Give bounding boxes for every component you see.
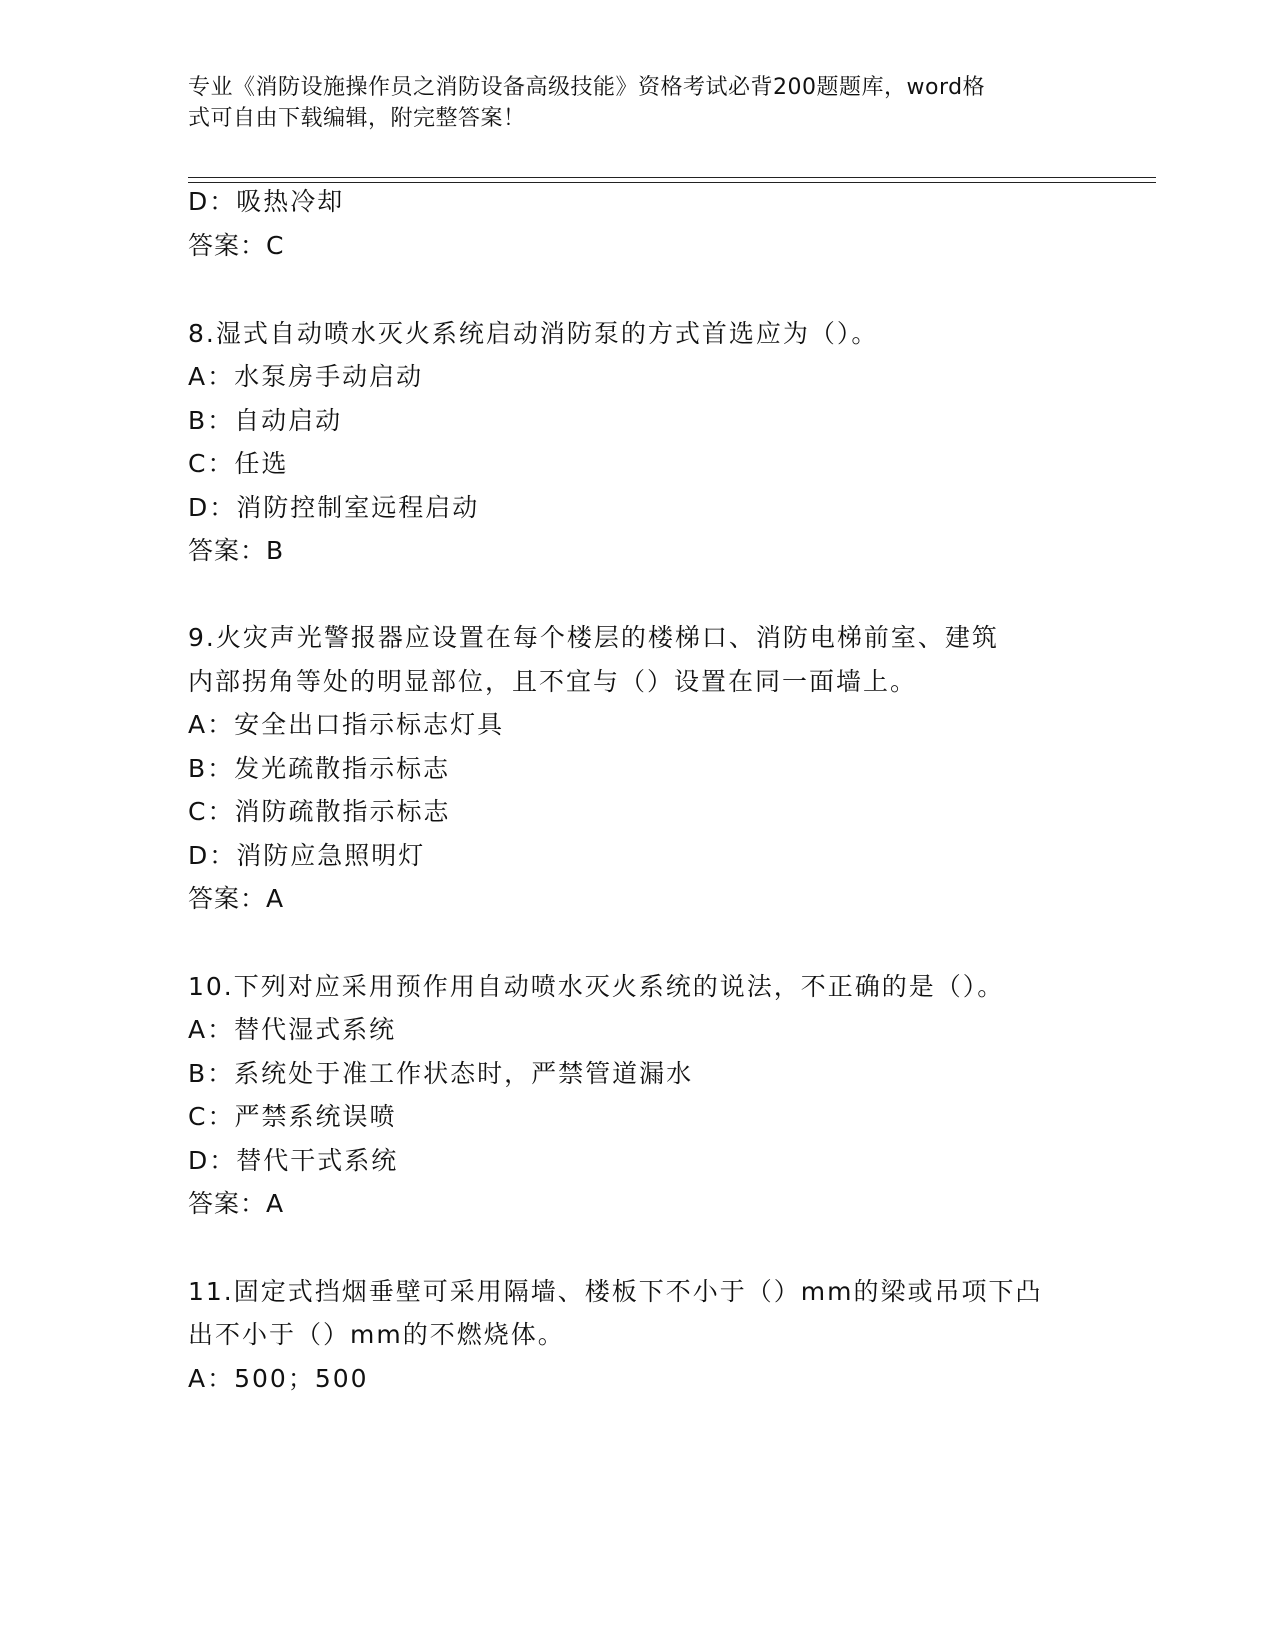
question-9-stem-line-1: 9.火灾声光警报器应设置在每个楼层的楼梯口、消防电梯前室、建筑 bbox=[188, 623, 999, 652]
question-8-answer: 答案：B bbox=[188, 536, 285, 565]
question-11-stem-line-1: 11.固定式挡烟垂壁可采用隔墙、楼板下不小于（）mm的梁或吊项下凸 bbox=[188, 1277, 1043, 1306]
question-10-answer: 答案：A bbox=[188, 1189, 285, 1218]
question-10-option-b: B：系统处于准工作状态时，严禁管道漏水 bbox=[188, 1059, 694, 1088]
question-8-option-d: D：消防控制室远程启动 bbox=[188, 493, 480, 522]
question-8-option-b: B：自动启动 bbox=[188, 406, 343, 435]
question-9-answer: 答案：A bbox=[188, 884, 285, 913]
header-line-1: 专业《消防设施操作员之消防设备高级技能》资格考试必背200题题库，word格 bbox=[188, 75, 986, 100]
question-9-option-c: C：消防疏散指示标志 bbox=[188, 797, 451, 826]
document-header bbox=[188, 72, 1068, 134]
header-line-2: 式可自由下载编辑，附完整答案！ bbox=[188, 106, 526, 131]
question-8-option-c: C：任选 bbox=[188, 449, 289, 478]
question-8-stem: 8.湿式自动喷水灭火系统启动消防泵的方式首选应为（）。 bbox=[188, 319, 879, 348]
prev-answer: 答案：C bbox=[188, 231, 285, 260]
question-10-stem: 10.下列对应采用预作用自动喷水灭火系统的说法，不正确的是（）。 bbox=[188, 972, 1005, 1001]
question-8-option-a: A：水泵房手动启动 bbox=[188, 362, 424, 391]
question-9-option-d: D：消防应急照明灯 bbox=[188, 841, 426, 870]
question-10-option-c: C：严禁系统误喷 bbox=[188, 1102, 397, 1131]
header-rule-top bbox=[188, 177, 1156, 178]
prev-option-d: D：吸热冷却 bbox=[188, 187, 345, 216]
question-10-option-d: D：替代干式系统 bbox=[188, 1146, 399, 1175]
question-11-option-a: A：500；500 bbox=[188, 1364, 369, 1393]
question-10-option-a: A：替代湿式系统 bbox=[188, 1015, 397, 1044]
question-9-option-a: A：安全出口指示标志灯具 bbox=[188, 710, 505, 739]
question-9-option-b: B：发光疏散指示标志 bbox=[188, 754, 451, 783]
question-9-stem-line-2: 内部拐角等处的明显部位，且不宜与（）设置在同一面墙上。 bbox=[188, 667, 918, 696]
question-11-stem-line-2: 出不小于（）mm的不燃烧体。 bbox=[188, 1320, 565, 1349]
header-rule-bottom bbox=[188, 182, 1156, 183]
